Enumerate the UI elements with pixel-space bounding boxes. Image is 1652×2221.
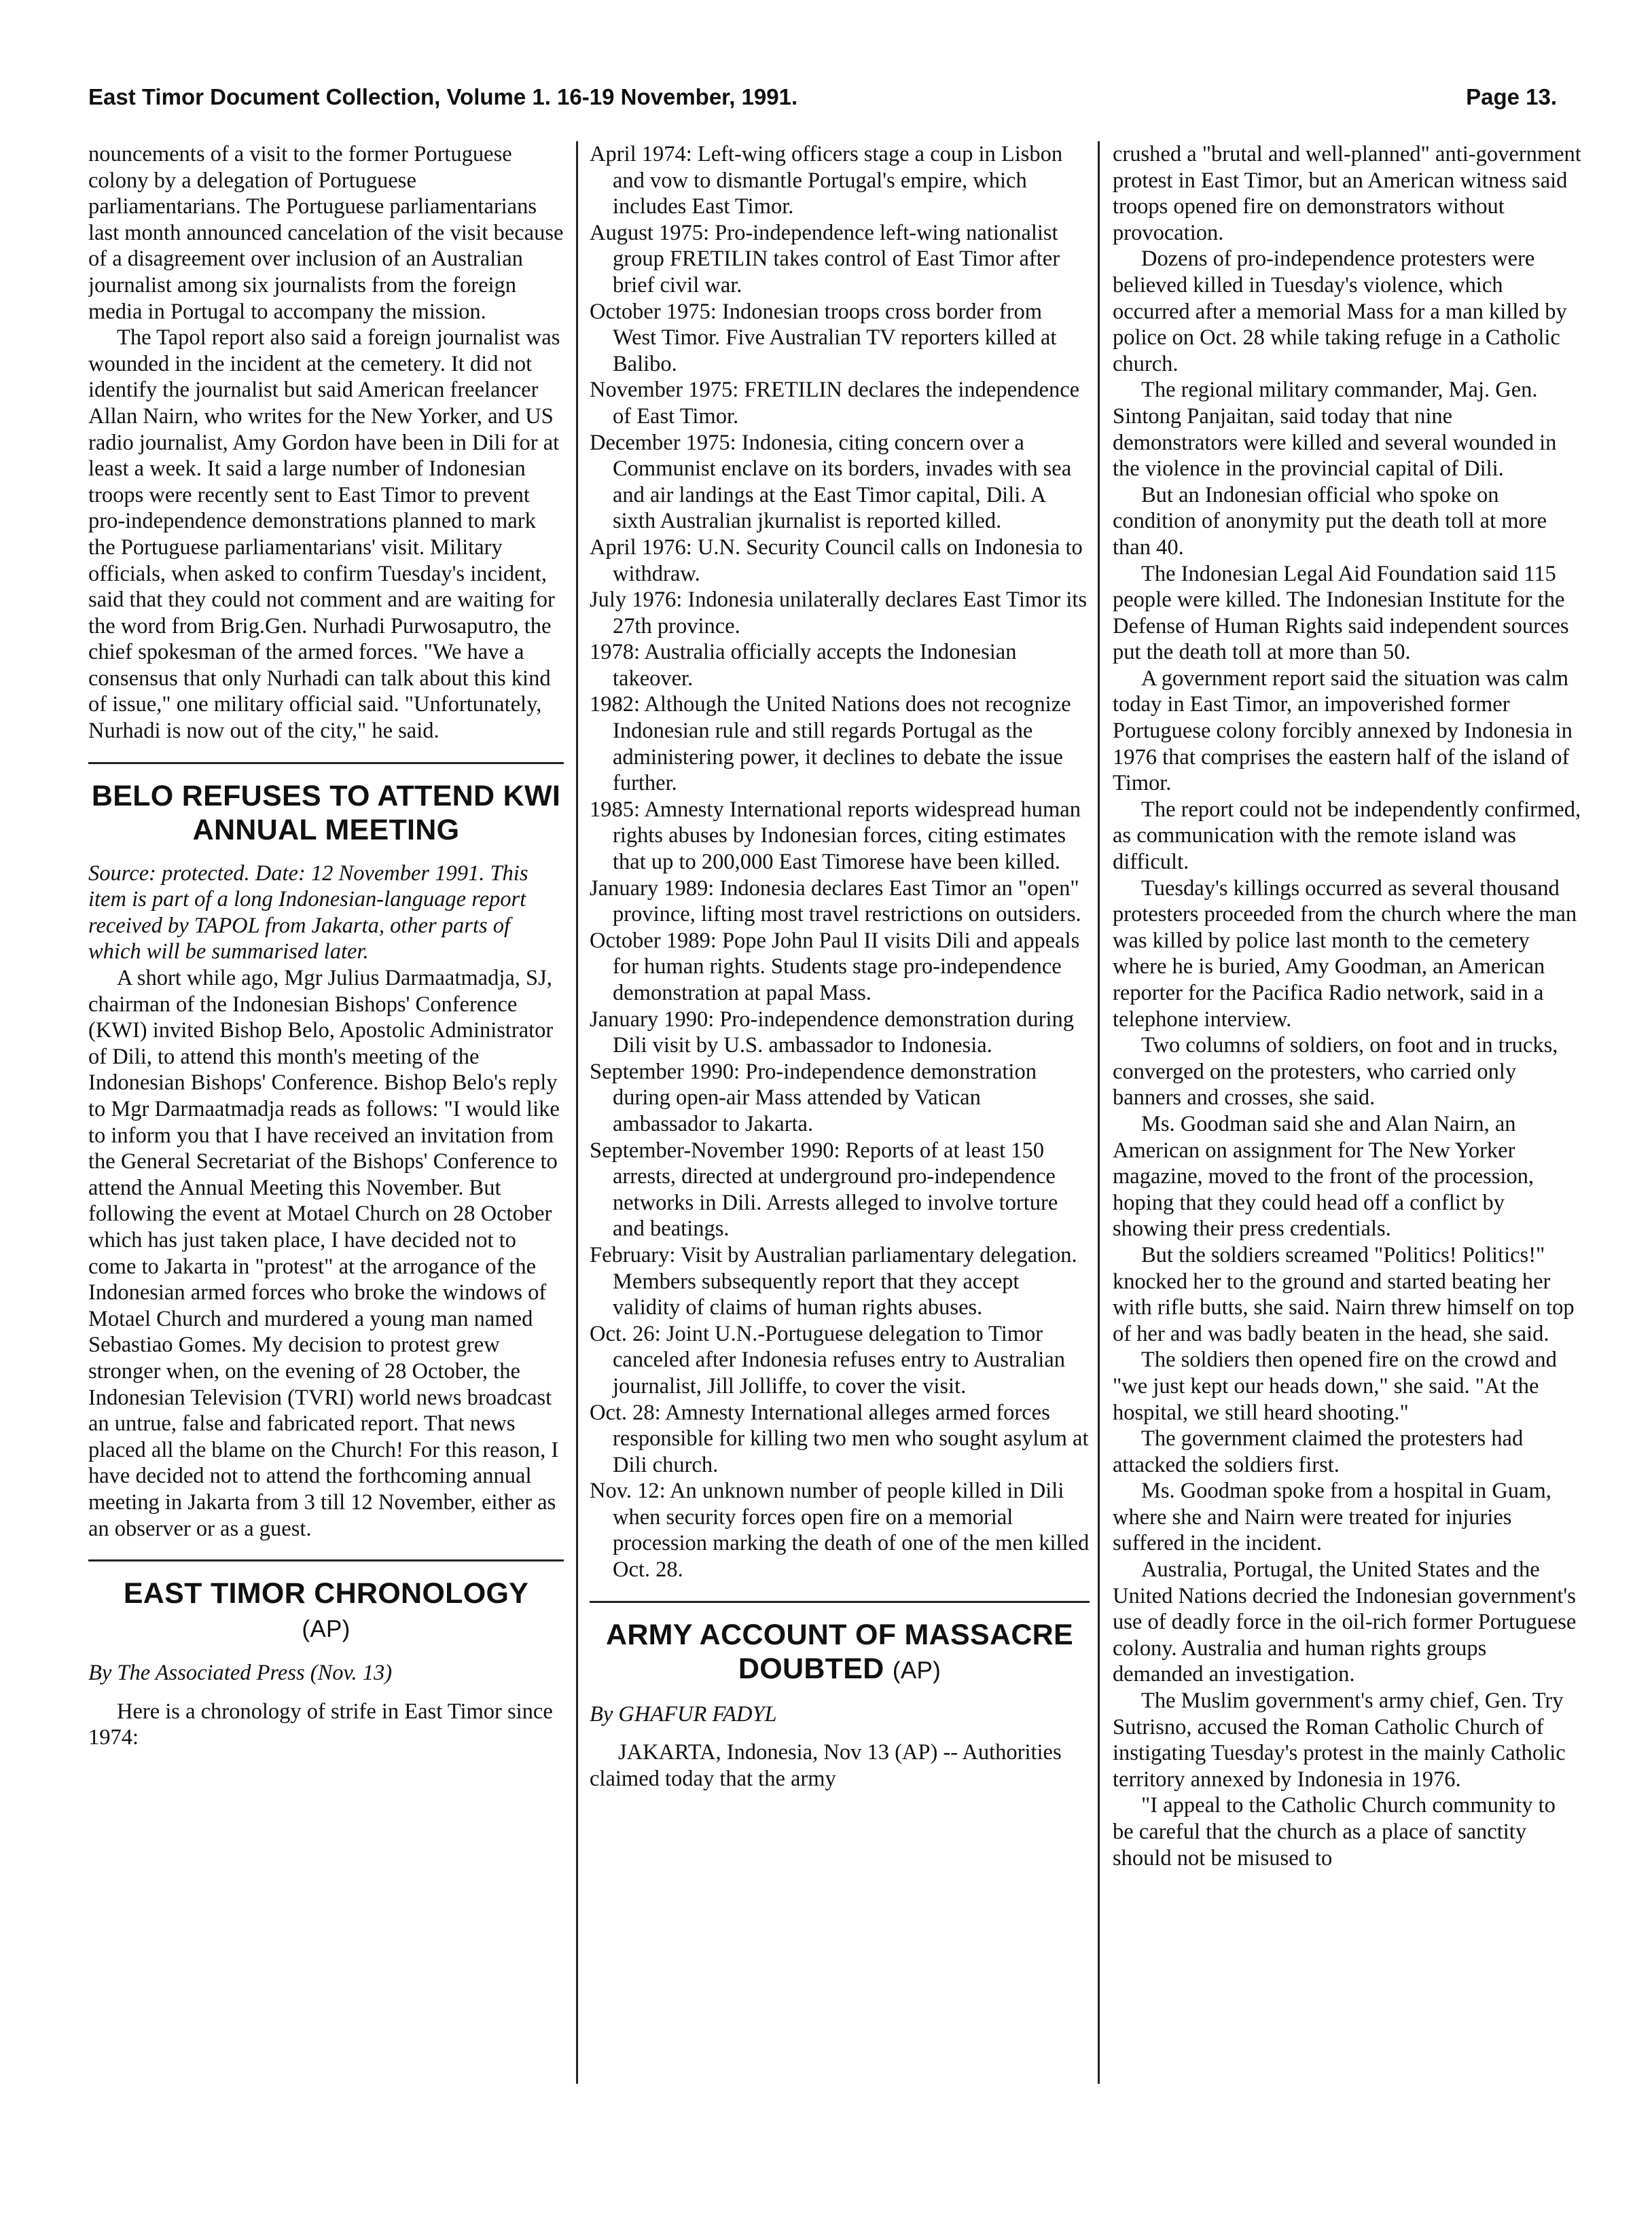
army-article-paragraph: "I appeal to the Catholic Church community to be careful that the church as a place of sanctity should not be misused to [1113, 1793, 1556, 1871]
army-article-paragraph: But an Indonesian official who spoke on condition of anonymity put the death toll at more than 40. [1113, 482, 1547, 560]
chronology-entry: August 1975: Pro-independence left-wing nationalist group FRETILIN takes control of East Timor after brief civil war. [590, 220, 1060, 297]
page-number: Page 13. [1466, 84, 1557, 109]
army-article-paragraph: Tuesday's killings occurred as several thousand protesters proceeded from the church where the man was killed by police last month to the cemetery where he is buried, Amy Goodman, an American reporter for the Pacifica Radio network, said in a telephone interview. [1113, 875, 1577, 1032]
army-article-paragraph: Two columns of soldiers, on foot and in trucks, converged on the protesters, who carried only banners and crosses, she said. [1113, 1033, 1558, 1110]
chronology-entry: January 1990: Pro-independence demonstration during Dili visit by U.S. ambassador to Indonesia. [590, 1007, 1075, 1058]
chronology-entry: April 1974: Left-wing officers stage a coup in Lisbon and vow to dismantle Portugal's empire, which includes East Timor. [590, 142, 1063, 219]
chronology-byline: By The Associated Press (Nov. 13) [88, 1661, 393, 1686]
chronology-entry: 1985: Amnesty International reports widespread human rights abuses by Indonesian forces, citing estimates that up to 200,000 East Timorese have been killed. [590, 797, 1081, 875]
belo-article-heading: BELO REFUSES TO ATTEND KWI ANNUAL MEETING [91, 779, 561, 846]
army-article-paragraph: Australia, Portugal, the United States and the United Nations decried the Indonesian government's use of deadly force in the oil-rich former Portuguese colony. Australia and human rights groups demanded an investigation. [1113, 1557, 1577, 1687]
army-article-paragraph: Dozens of pro-independence protesters were believed killed in Tuesday's violence, which occurred after a memorial Mass for a man killed by police on Oct. 28 while taking refuge in a Catholic church. [1113, 247, 1567, 376]
chronology-entry: October 1975: Indonesian troops cross border from West Timor. Five Australian TV reporters killed at Balibo. [590, 299, 1057, 376]
chronology-entry: February: Visit by Australian parliamentary delegation. Members subsequently report that they accept validity of claims of human rights abuses. [590, 1242, 1077, 1320]
column-3 [1113, 141, 1581, 2084]
chronology-heading [88, 1576, 564, 1646]
section-rule [590, 1601, 1090, 1603]
army-article-paragraph: Ms. Goodman spoke from a hospital in Guam, where she and Nairn were treated for injuries suffered in the incident. [1113, 1479, 1551, 1556]
column-divider-2 [1098, 141, 1100, 2084]
army-article-paragraph: The government claimed the protesters had attacked the soldiers first. [1113, 1426, 1524, 1477]
chronology-heading-title: EAST TIMOR CHRONOLOGY [123, 1577, 529, 1610]
army-article-paragraph: The soldiers then opened fire on the crowd and "we just kept our heads down," she said. "At the hospital, we still heard shooting." [1113, 1348, 1557, 1425]
section-rule [88, 1559, 564, 1561]
chronology-entry: July 1976: Indonesia unilaterally declares East Timor its 27th province. [590, 588, 1088, 638]
column-1 [88, 141, 564, 2084]
chronology-entry: 1978: Australia officially accepts the Indonesian takeover. [590, 640, 1017, 691]
tapol-report-paragraph: The Tapol report also said a foreign journalist was wounded in the incident at the cemetery. It did not identify the journalist but said American freelancer Allan Nairn, who writes for the New Yorker, and US radio journalist, Amy Gordon have been in Dili for at least a week. It said a large number of Indonesian troops were recently sent to East Timor to prevent pro-independence demonstrations planned to mark the Portuguese parliamentarians' visit. Military officials, when asked to confirm Tuesday's incident, said that they could not comment and are waiting for the word from Brig.Gen. Nurhadi Purwosaputro, the chief spokesman of the armed forces. "We have a consensus that only Nurhadi can talk about this kind of issue," one military official said. "Unfortunately, Nurhadi is now out of the city," he said. [88, 325, 560, 744]
chronology-entry: April 1976: U.N. Security Council calls on Indonesia to withdraw. [590, 535, 1083, 586]
chronology-entry: 1982: Although the United Nations does not recognize Indonesian rule and still regards Portugal as the administering power, it declines to debate the issue further. [590, 692, 1071, 796]
army-article-paragraph: The report could not be independently confirmed, as communication with the remote island was difficult. [1113, 797, 1581, 875]
chronology-entry: Oct. 28: Amnesty International alleges armed forces responsible for killing two men who sought asylum at Dili church. [590, 1400, 1089, 1477]
army-article-heading [590, 1618, 1090, 1688]
army-article-paragraph: But the soldiers screamed "Politics! Politics!" knocked her to the ground and started beating her with rifle butts, she said. Nairn threw himself on top of her and was badly beaten in the head, she said. [1113, 1242, 1575, 1346]
chronology-entry: October 1989: Pope John Paul II visits Dili and appeals for human rights. Students stage pro-independence demonstration at papal Mass. [590, 928, 1080, 1005]
belo-article-body: A short while ago, Mgr Julius Darmaatmadja, SJ, chairman of the Indonesian Bishops' Conference (KWI) invited Bishop Belo, Apostolic Administrator of Dili, to attend this month's meeting of the Indonesian Bishops' Conference. Bishop Belo's reply to Mgr Darmaatmadja reads as follows: "I would like to inform you that I have received an invitation from the General Secretariat of the Bishops' Conference to attend the Annual Meeting this November. But following the event at Motael Church on 28 October which has just taken place, I have decided not to come to Jakarta in "protest" at the arrogance of the Indonesian armed forces who broke the windows of Motael Church and murdered a young man named Sebastiao Gomes. My decision to protest grew stronger when, on the evening of 28 October, the Indonesian Television (TVRI) world news broadcast an untrue, false and fabricated report. That news placed all the blame on the Church! For this reason, I have decided not to attend the forthcoming annual meeting in Jakarta from 3 till 12 November, either as an observer or as a guest. [88, 966, 560, 1541]
army-heading-source: (AP) [892, 1657, 941, 1684]
army-article-paragraph: Ms. Goodman said she and Alan Nairn, an American on assignment for The New Yorker magazine, moved to the front of the procession, hoping that they could head off a conflict by showing their press credentials. [1113, 1111, 1534, 1242]
column-divider-1 [576, 141, 578, 2084]
chronology-entry: September-November 1990: Reports of at least 150 arrests, directed at underground pro-independence networks in Dili. Arrests alleged to involve torture and beatings. [590, 1138, 1058, 1242]
chronology-entry: November 1975: FRETILIN declares the independence of East Timor. [590, 378, 1080, 429]
army-article-lead: JAKARTA, Indonesia, Nov 13 (AP) -- Authorities claimed today that the army [590, 1740, 1062, 1791]
tapol-continuation-paragraph: nouncements of a visit to the former Portuguese colony by a delegation of Portuguese parliamentarians. The Portuguese parliamentarians last month announced cancelation of the visit because of a disagreement over inclusion of an Australian journalist among six journalists from the foreign media in Portugal to accompany the mission. [88, 142, 564, 324]
column-2 [590, 141, 1090, 2084]
chronology-entry: January 1989: Indonesia declares East Timor an "open" province, lifting most travel restrictions on outsiders. [590, 875, 1081, 927]
army-article-paragraph: A government report said the situation was calm today in East Timor, an impoverished former Portuguese colony forcibly annexed by Indonesia in 1976 that comprises the eastern half of the island of Timor. [1113, 666, 1573, 796]
chronology-entry: December 1975: Indonesia, citing concern over a Communist enclave on its borders, invades with sea and air landings at the East Timor capital, Dili. A sixth Australian jkurnalist is reported killed. [590, 430, 1072, 534]
page-header [88, 84, 1557, 120]
chronology-heading-source: (AP) [302, 1616, 351, 1643]
chronology-entry: September 1990: Pro-independence demonstration during open-air Mass attended by Vatican ambassador to Jakarta. [590, 1059, 1037, 1136]
collection-title: East Timor Document Collection, Volume 1. 16-19 November, 1991. [88, 84, 798, 109]
army-article-paragraph: crushed a "brutal and well-planned" anti-government protest in East Timor, but an American witness said troops opened fire on demonstrators without provocation. [1113, 142, 1581, 245]
army-heading-title: ARMY ACCOUNT OF MASSACRE DOUBTED [605, 1618, 1074, 1685]
chronology-entry: Oct. 26: Joint U.N.-Portuguese delegation to Timor canceled after Indonesia refuses entry to Australian journalist, Jill Jolliffe, to cover the visit. [590, 1321, 1065, 1398]
army-article-paragraph: The regional military commander, Maj. Gen. Sintong Panjaitan, said today that nine demonstrators were killed and several wounded in the violence in the provincial capital of Dili. [1113, 378, 1557, 482]
chronology-intro: Here is a chronology of strife in East Timor since 1974: [88, 1699, 553, 1750]
army-byline: By GHAFUR FADYL [590, 1701, 777, 1727]
section-rule [88, 762, 564, 764]
chronology-entry: Nov. 12: An unknown number of people killed in Dili when security forces open fire on a memorial procession marking the death of one of the men killed Oct. 28. [590, 1479, 1090, 1583]
army-article-paragraph: The Indonesian Legal Aid Foundation said 115 people were killed. The Indonesian Institute for the Defense of Human Rights said independent sources put the death toll at more than 50. [1113, 561, 1569, 665]
belo-source-note: Source: protected. Date: 12 November 1991. This item is part of a long Indonesian-language report received by TAPOL from Jakarta, other parts of which will be summarised later. [88, 861, 528, 964]
army-article-paragraph: The Muslim government's army chief, Gen. Try Sutrisno, accused the Roman Catholic Church of instigating Tuesday's protest in the mainly Catholic territory annexed by Indonesia in 1976. [1113, 1689, 1566, 1792]
